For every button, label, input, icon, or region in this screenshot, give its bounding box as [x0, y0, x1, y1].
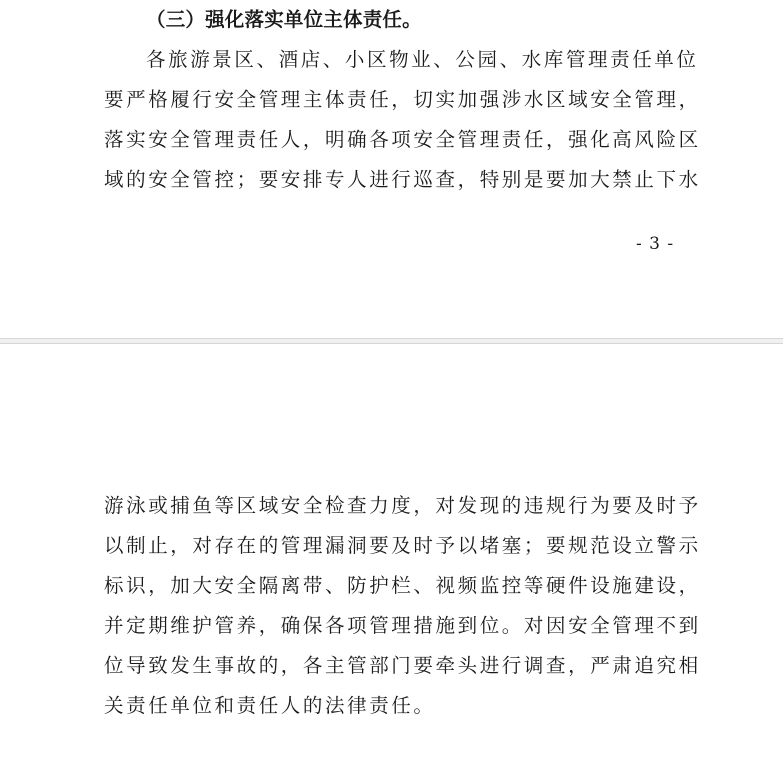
document-page-3	[0, 0, 783, 338]
paragraph-line: 以制止，对存在的管理漏洞要及时予以堵塞；要规范设立警示	[104, 534, 701, 557]
page-number: - 3 -	[636, 234, 675, 254]
section-heading: （三）强化落实单位主体责任。	[146, 8, 422, 31]
paragraph-line: 落实安全管理责任人，明确各项安全管理责任，强化高风险区	[104, 128, 701, 151]
paragraph-line: 域的安全管控；要安排专人进行巡查，特别是要加大禁止下水	[104, 168, 701, 191]
paragraph-line: 各旅游景区、酒店、小区物业、公园、水库管理责任单位	[146, 48, 699, 71]
paragraph-line: 标识，加大安全隔离带、防护栏、视频监控等硬件设施建设，	[104, 574, 701, 597]
paragraph-line: 关责任单位和责任人的法律责任。	[104, 694, 436, 717]
paragraph-line: 游泳或捕鱼等区域安全检查力度，对发现的违规行为要及时予	[104, 494, 701, 517]
paragraph-line: 要严格履行安全管理主体责任，切实加强涉水区域安全管理，	[104, 88, 701, 111]
document-page-4	[0, 344, 783, 758]
paragraph-line: 位导致发生事故的，各主管部门要牵头进行调查，严肃追究相	[104, 654, 701, 677]
paragraph-line: 并定期维护管养，确保各项管理措施到位。对因安全管理不到	[104, 614, 701, 637]
